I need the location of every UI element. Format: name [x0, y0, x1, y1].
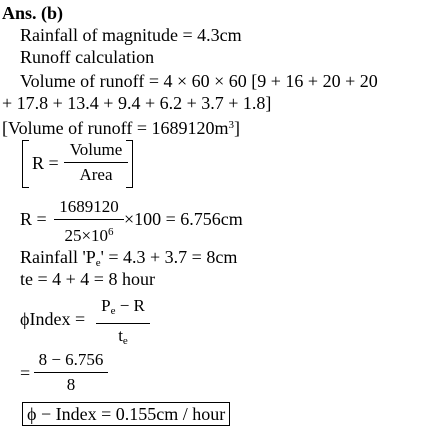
r-calc-rhs: ×100 = 6.756cm — [124, 209, 243, 229]
r-formula-numerator: Volume — [69, 140, 123, 159]
volume-result-suffix: ] — [233, 118, 240, 138]
volume-result-prefix: [Volume of runoff = 1689120m — [2, 118, 229, 138]
r-calc-denominator-exponent: 6 — [108, 226, 114, 238]
r-formula-fraction — [64, 140, 128, 185]
r-calc-denominator — [64, 222, 113, 246]
r-calc-numerator: 1689120 — [59, 197, 119, 216]
r-calc-fraction — [54, 197, 124, 246]
r-calc-denominator-base: 25×10 — [64, 226, 109, 245]
te-line: te = 4 + 4 = 8 hour — [20, 269, 155, 289]
phi-calc-denominator: 8 — [66, 375, 76, 394]
rainfall-pe-subscript: e — [95, 257, 101, 269]
phi-calc-numerator: 8 − 6.756 — [38, 350, 104, 369]
right-bracket — [126, 140, 133, 188]
fraction-bar — [54, 219, 124, 220]
r-formula-lhs: R = — [32, 153, 59, 173]
volume-result-line — [2, 114, 240, 139]
fraction-bar — [64, 162, 128, 163]
r-formula-denominator: Area — [79, 165, 113, 184]
rainfall-pe-suffix: ' = 4.3 + 3.7 = 8cm — [100, 247, 238, 267]
phi-index-den-subscript: e — [122, 335, 128, 347]
phi-index-lhs: ϕIndex = — [20, 309, 86, 329]
phi-index-num-base: P — [101, 296, 111, 315]
phi-calc-fraction — [34, 350, 108, 395]
final-answer-box: ϕ − Index = 0.155cm / hour — [22, 402, 230, 426]
volume-result-exponent: 3 — [228, 119, 234, 131]
phi-index-denominator — [118, 326, 128, 351]
phi-index-num-subscript: e — [110, 305, 116, 317]
phi-calc-lhs: = — [20, 363, 31, 383]
r-calc-lhs: R = — [20, 209, 47, 229]
volume-line-1: Volume of runoff = 4 × 60 × 60 [9 + 16 + 20 + 20 — [20, 71, 378, 91]
rainfall-pe-prefix: Rainfall 'P — [20, 247, 96, 267]
fraction-bar — [34, 372, 108, 373]
rainfall-magnitude-line: Rainfall of magnitude = 4.3cm — [20, 25, 242, 45]
left-bracket — [22, 140, 29, 188]
phi-index-numerator — [101, 296, 145, 321]
runoff-calculation-line: Runoff calculation — [20, 47, 155, 67]
phi-index-num-rest: − R — [115, 296, 145, 315]
fraction-bar — [96, 323, 150, 324]
phi-index-fraction — [96, 296, 150, 351]
volume-line-2: + 17.8 + 13.4 + 9.4 + 6.2 + 3.7 + 1.8] — [2, 93, 272, 113]
answer-heading: Ans. (b) — [2, 3, 64, 23]
phi-index-den-base: t — [118, 326, 123, 345]
